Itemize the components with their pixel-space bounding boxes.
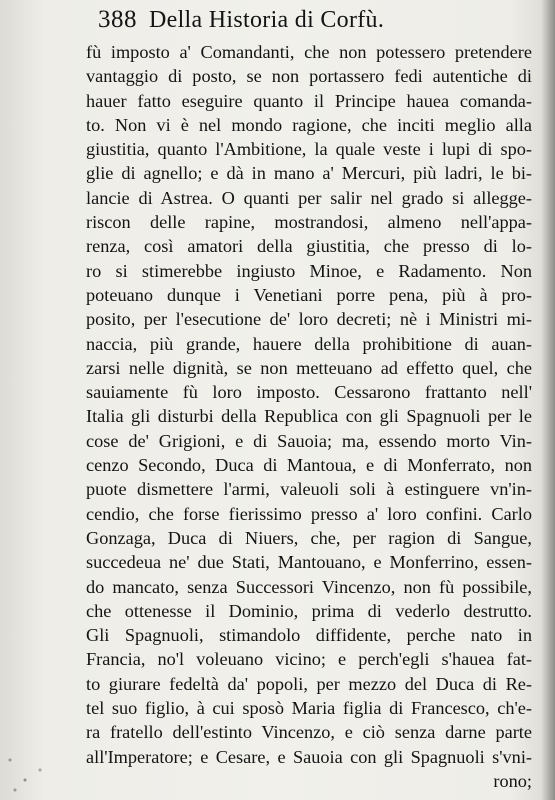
text-line: naccia, più grande, hauere della prohibitione di auan- xyxy=(86,333,532,354)
text-line: cose de' Grigioni, e di Sauoia; ma, essendo morto Vin- xyxy=(86,430,532,451)
text-line: Gli Spagnuoli, stimandolo diffidente, perche nato in xyxy=(86,625,532,646)
page-header xyxy=(98,6,518,40)
text-line: ra fratello dell'estinto Vincenzo, e ciò senza darne parte xyxy=(86,722,532,743)
text-line: to. Non vi è nel mondo ragione, che inciti meglio alla xyxy=(86,114,532,135)
text-line: vantaggio di posto, se non portassero fedi autentiche di xyxy=(86,66,532,87)
text-line: Francia, no'l voleuano vicino; e perch'egli s'hauea fat- xyxy=(86,649,532,670)
text-line: succedeua ne' due Stati, Mantouano, e Monferrino, essen- xyxy=(86,552,532,573)
body-text xyxy=(86,40,532,793)
text-line: ro si stimerebbe ingiusto Minoe, e Radamento. Non xyxy=(86,260,532,281)
text-line: Gonzaga, Duca di Niuers, che, per ragion di Sangue, xyxy=(86,527,532,548)
page-gutter-shadow xyxy=(541,0,555,800)
text-line: hauer fatto eseguire quanto il Principe hauea comanda- xyxy=(86,90,532,111)
text-line: glie di agnello; e dà in mano a' Mercuri, più ladri, le bi- xyxy=(86,163,532,184)
text-line: zarsi nelle dignità, se non metteuano ad effetto quel, che xyxy=(86,357,532,378)
text-line: sauiamente fù loro imposto. Cessarono frattanto nell' xyxy=(86,382,532,403)
text-line: tel suo figlio, à cui sposò Maria figlia di Francesco, ch'e- xyxy=(86,698,532,719)
text-line: cenzo Secondo, Duca di Mantoua, e di Monferrato, non xyxy=(86,455,532,476)
paper-specks xyxy=(0,730,60,800)
text-line: puote dismettere l'armi, valeuoli soli à estinguere vn'in- xyxy=(86,479,532,500)
text-line: Italia gli disturbi della Republica con gli Spagnuoli per le xyxy=(86,406,532,427)
text-line: do mancato, senza Successori Vincenzo, non fù possibile, xyxy=(86,576,532,597)
text-line: renza, così amatori della giustitia, che presso di lo- xyxy=(86,236,532,257)
text-line: lancie di Astrea. O quanti per salir nel grado si allegge- xyxy=(86,187,532,208)
text-line: cendio, che forse fierissimo presso a' loro confini. Carlo xyxy=(86,503,532,524)
text-line: giustitia, quanto l'Ambitione, la quale veste i lupi di spo- xyxy=(86,139,532,160)
text-line: riscon delle rapine, mostrandosi, almeno nell'appa- xyxy=(86,212,532,233)
text-line: fù imposto a' Comandanti, che non potessero pretendere xyxy=(86,42,532,62)
running-title: Della Historia di Corfù. xyxy=(149,7,385,33)
page-number: 388 xyxy=(98,6,137,33)
text-line-final: rono; xyxy=(493,770,532,791)
text-line: to giurare fedeltà da' popoli, per mezzo del Duca di Re- xyxy=(86,673,532,694)
text-line: che ottenesse il Dominio, prima di vederlo destrutto. xyxy=(86,600,532,621)
text-line: poteuano dunque i Venetiani porre pena, più à pro- xyxy=(86,284,532,305)
text-line: posito, per l'esecutione de' loro decreti; nè i Ministri mi- xyxy=(86,309,532,330)
text-line: all'Imperatore; e Cesare, e Sauoia con gli Spagnuoli s'vni- xyxy=(86,746,532,767)
